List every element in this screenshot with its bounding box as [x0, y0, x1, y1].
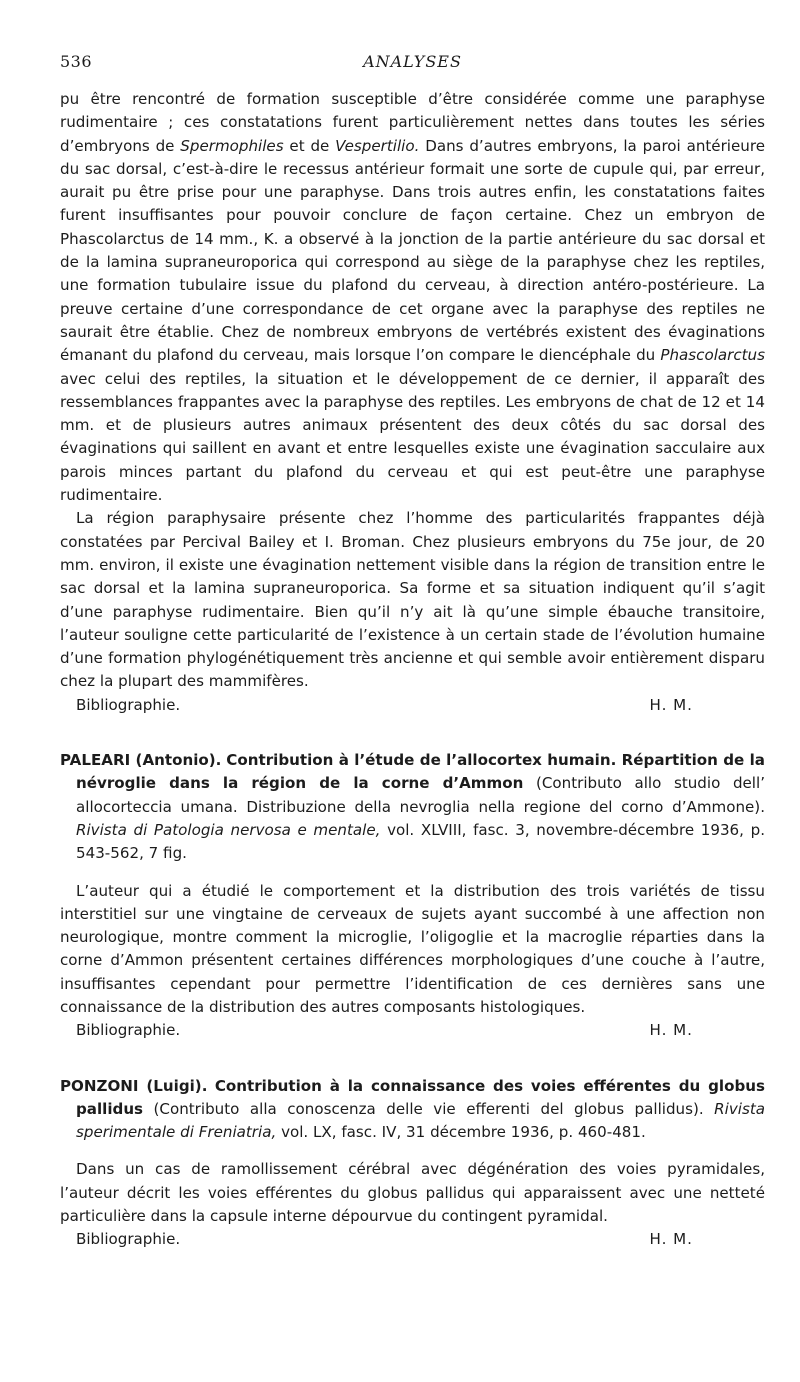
running-title: ANALYSES — [363, 52, 462, 71]
page-header — [60, 52, 765, 78]
journal-page — [60, 52, 765, 1252]
entry-title: Contribution à la connaissance des voies efférentes du globus pallidus — [76, 1076, 765, 1118]
review-entry-ponzoni — [60, 1075, 765, 1252]
bibliography-label: Bibliographie. — [76, 695, 181, 714]
entry-summary: L’auteur qui a étudié le comportement et la distribution des trois variétés de tissu interstitiel sur une vingtaine de cerveaux de sujets ayant succombé à une affection non neurologique, montre comment la microglie, l’oligoglie et la macroglie réparties dans la corne d’Ammon présentent certaines différences morphologiques d’une couche à l’autre, insuffisantes cependant pour permettre l’identification de ces dernières sans une connaissance de la distribution des autres composants histologiques. — [60, 881, 765, 1016]
continued-review — [60, 88, 765, 717]
reviewer-signature: H. M. — [649, 695, 693, 714]
entry-heading — [60, 1075, 765, 1145]
review-entry-paleari — [60, 749, 765, 1043]
entry-title: Contribution à l’étude de l’allocortex humain. Répartition de la névroglie dans la région de la corne d’Ammon — [76, 751, 765, 793]
entry-heading — [60, 749, 765, 865]
signature-line — [60, 694, 765, 717]
reviewer-signature: H. M. — [649, 1021, 693, 1040]
body-paragraph: La région paraphysaire présente chez l’homme des particularités frappantes déjà constatées par Percival Bailey et I. Broman. Chez plusieurs embryons du 75e jour, de 20 mm. environ, il existe une évagination nettement visible dans la région de transition entre le sac dorsal et la lamina supraneuroporica. Sa forme et sa situation indiquent qu’il s’agit d’une paraphyse rudimentaire. Bien qu’il n’y ait là qu’une simple ébauche transitoire, l’auteur souligne cette particularité de l’existence à un certain stade de l’évolution humaine d’une formation phylogénétiquement très ancienne et qui semble avoir entièrement disparu chez la plupart des mammifères. — [60, 509, 765, 691]
entry-citation: vol. XLVIII, fasc. 3, novembre-décembre 1936, p. 543-562, 7 fig. — [76, 820, 765, 863]
entry-original-title: (Contributo alla conoscenza delle vie efferenti del globus pallidus). — [143, 1099, 715, 1118]
bibliography-label: Bibliographie. — [76, 1021, 181, 1040]
entry-journal: Rivista di Patologia nervosa e mentale, — [76, 820, 381, 839]
page-number: 536 — [60, 52, 93, 71]
entry-original-title: (Contributo allo studio dell’ allocorteccia umana. Distribuzione della nevroglia nella regione del corno d’Ammone). — [76, 774, 765, 816]
entry-author: PONZONI (Luigi). — [60, 1076, 208, 1095]
entry-summary: Dans un cas de ramollissement cérébral avec dégénération des voies pyramidales, l’auteur décrit les voies efférentes du globus pallidus qui apparaissent avec une netteté particulière dans la capsule interne dépourvue du contingent pyramidal. — [60, 1160, 765, 1226]
entry-journal: Rivista sperimentale di Freniatria, — [76, 1099, 765, 1142]
body-paragraph: pu être rencontré de formation susceptible d’être considérée comme une paraphyse rudimentaire ; ces constatations furent particulièrement nettes dans toutes les séries d’embryons de Spermophiles et de Vespertilio. Dans d’autres embryons, la paroi antérieure du sac dorsal, c’est-à-dire le recessus antérieur formait une sorte de cupule qui, par erreur, aurait pu être prise pour une paraphyse. Dans trois autres enfin, les constatations faites furent insuffisantes pour pouvoir conclure de façon certaine. Chez un embryon de Phascolarctus de 14 mm., K. a observé à la jonction de la partie antérieure du sac dorsal et de la lamina supraneuroporica qui correspond au siège de la paraphyse chez les reptiles, une formation tubulaire issue du plafond du cerveau, à direction antéro-postérieure. La preuve certaine d’une correspondance de cet organe avec la paraphyse des reptiles ne saurait être établie. Chez de nombreux embryons de vertébrés existent des évaginations émanant du plafond du cerveau, mais lorsque l’on compare le diencéphale du Phascolarctus avec celui des reptiles, la situation et le développement de ce dernier, il apparaît des ressemblances frappantes avec la paraphyse des reptiles. Les embryons de chat de 12 et 14 mm. et de plusieurs autres animaux présentent des deux côtés du sac dorsal des évaginations qui saillent en avant et entre lesquelles existe une évagination sacculaire aux parois minces partant du plafond du cerveau et qui est peut-être une paraphyse rudimentaire. — [60, 90, 766, 505]
bibliography-label: Bibliographie. — [76, 1230, 181, 1249]
signature-line — [60, 1228, 765, 1251]
entry-citation: vol. LX, fasc. IV, 31 décembre 1936, p. 460-481. — [276, 1123, 646, 1142]
reviewer-signature: H. M. — [649, 1230, 693, 1249]
signature-line — [60, 1019, 765, 1042]
entry-author: PALEARI (Antonio). — [60, 751, 222, 770]
